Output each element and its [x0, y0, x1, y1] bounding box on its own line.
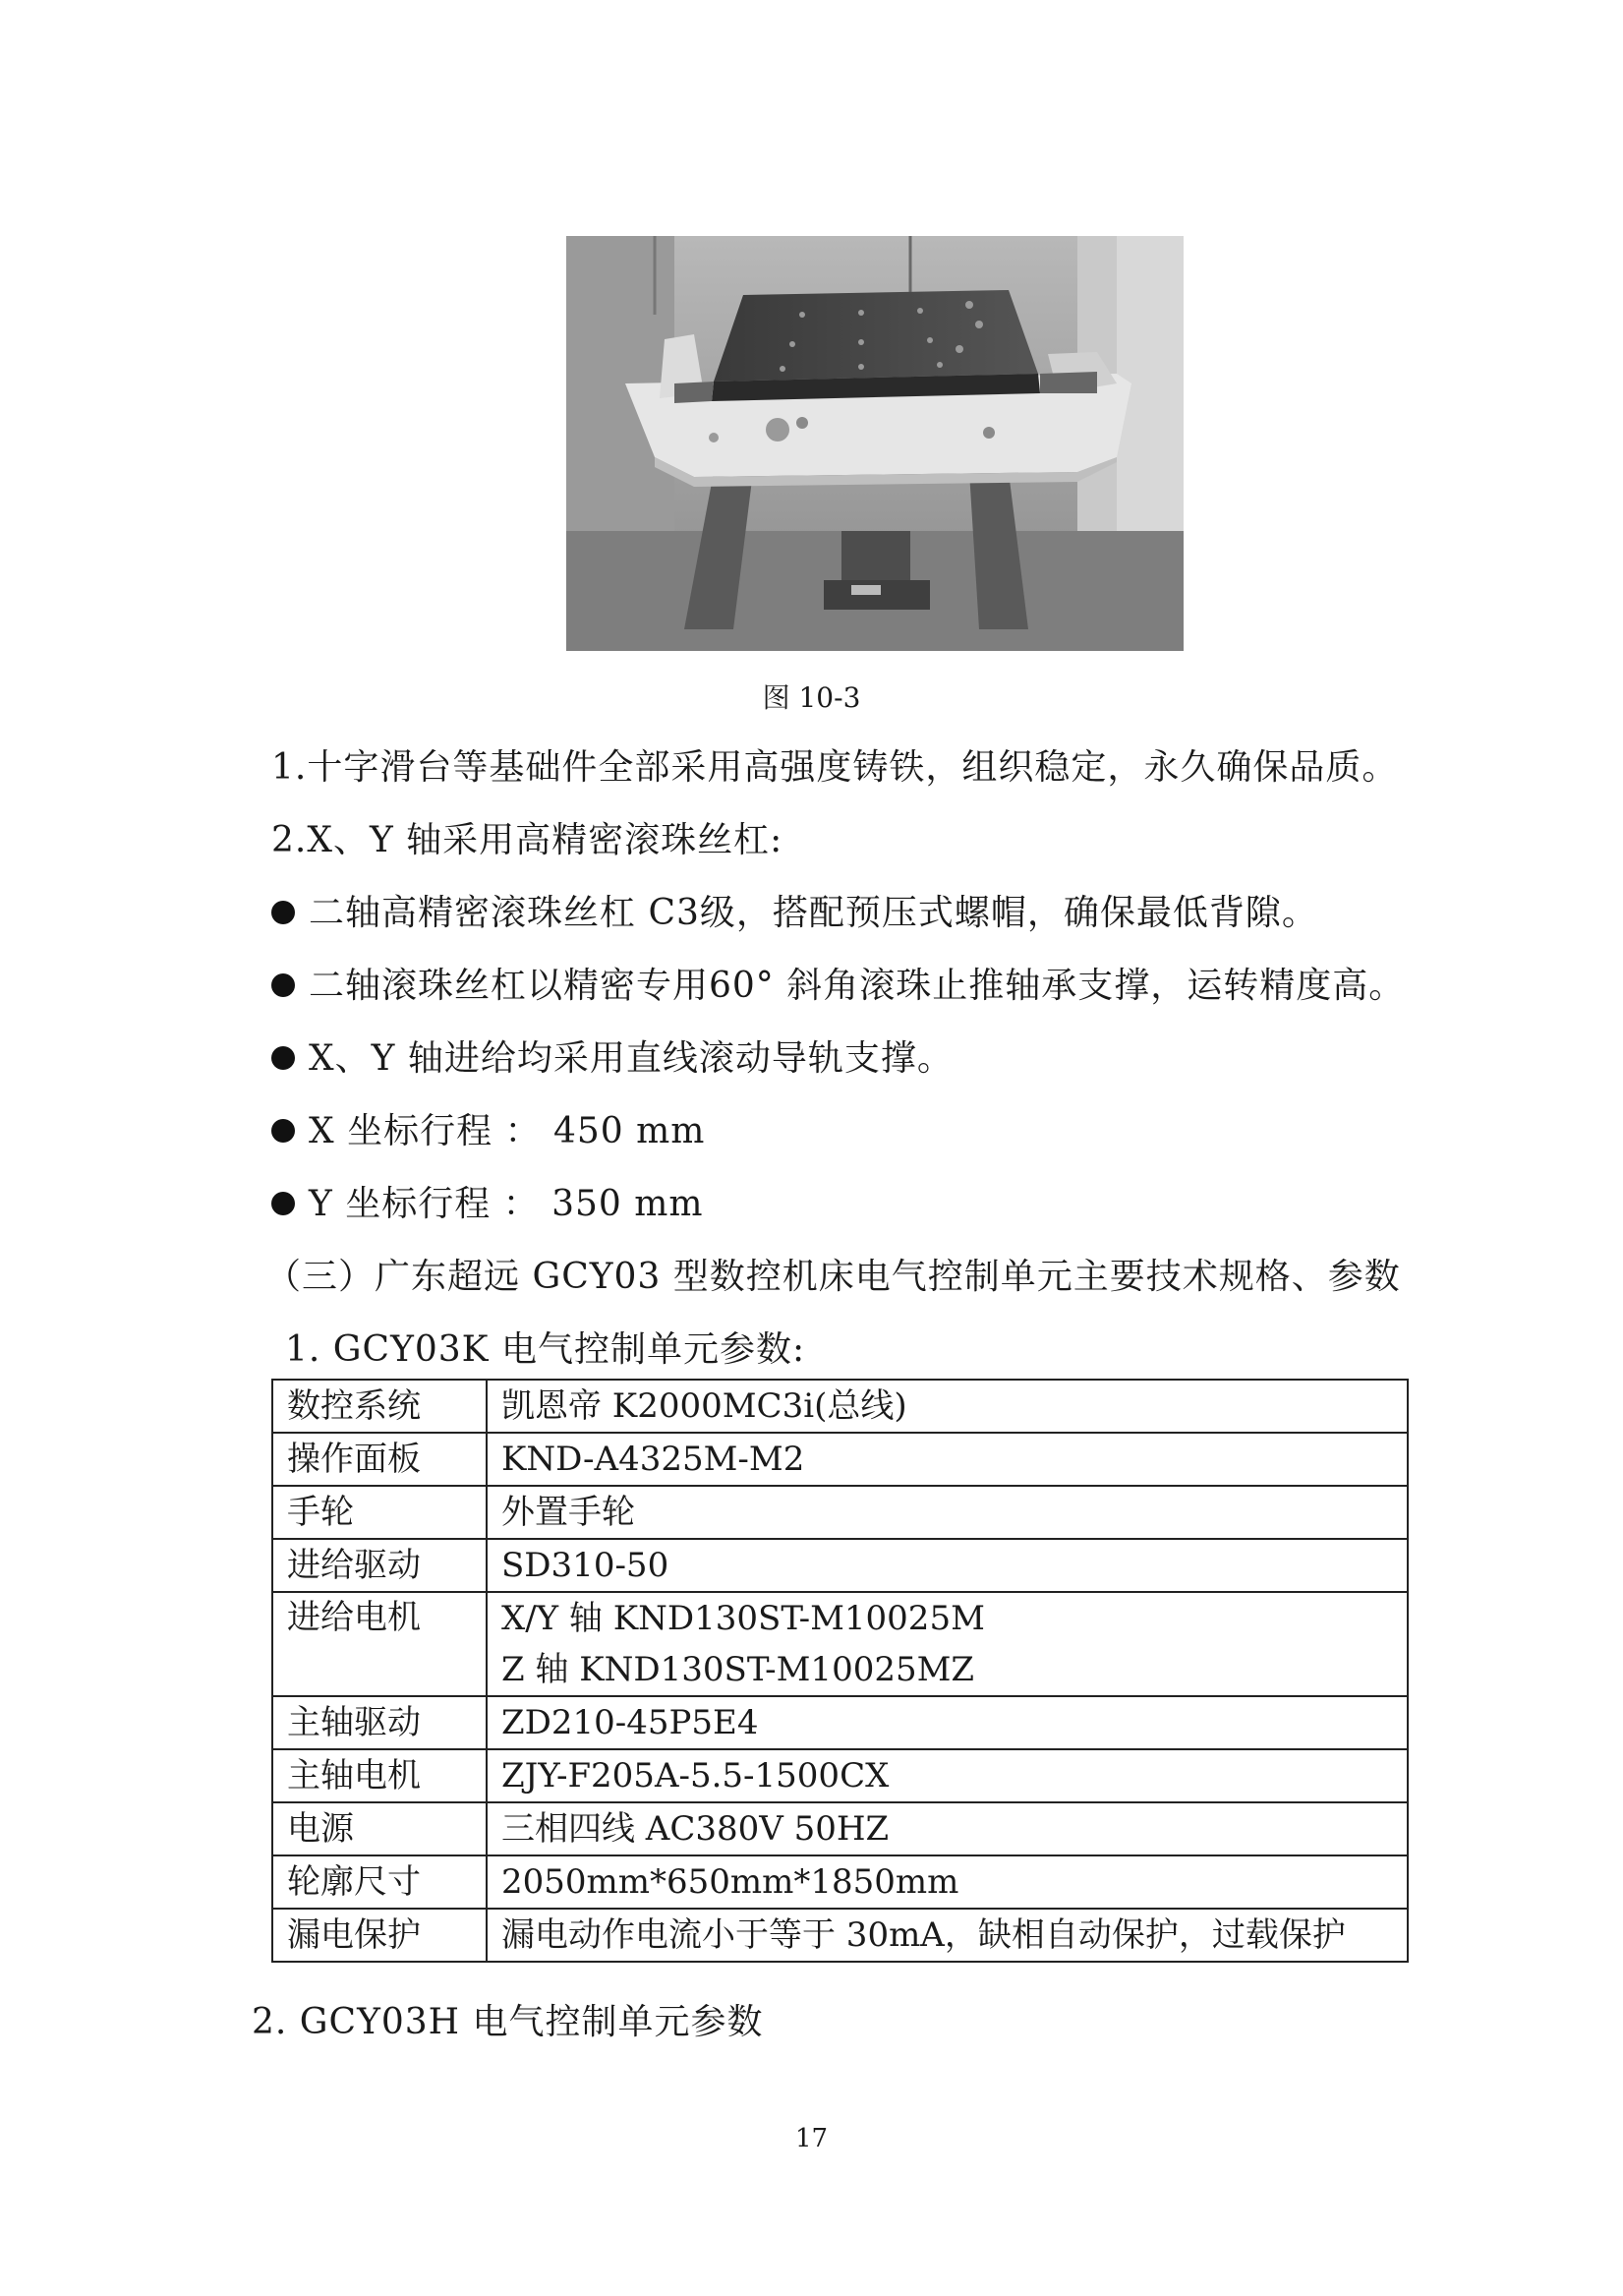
bullet-text: Y 坐标行程 ： 350 mm	[309, 1184, 704, 1224]
table-row	[272, 1433, 1408, 1486]
spec-value-line: 外置手轮	[501, 1493, 635, 1532]
table-row	[272, 1592, 1408, 1696]
bullet-dot-icon	[271, 1046, 295, 1070]
sub-heading-gcy03k: 1. GCY03K 电气控制单元参数:	[285, 1329, 806, 1370]
gcy03k-spec-table	[271, 1379, 1409, 1963]
bullet-dot-icon	[271, 973, 295, 997]
spec-value-line: X/Y 轴 KND130ST-M10025M	[501, 1599, 985, 1638]
sub-heading-gcy03h: 2. GCY03H 电气控制单元参数	[252, 2002, 764, 2042]
spec-value	[487, 1802, 1408, 1855]
bullet-text: 二轴滚珠丝杠以精密专用60° 斜角滚珠止推轴承支撑，运转精度高。	[309, 966, 1406, 1006]
spec-value	[487, 1539, 1408, 1592]
spec-key: 操作面板	[272, 1433, 487, 1486]
bullet-dot-icon	[271, 901, 295, 924]
bullet-text: X、Y 轴进给均采用直线滚动导轨支撑。	[309, 1038, 954, 1079]
spec-key: 漏电保护	[272, 1909, 487, 1962]
spec-key: 电源	[272, 1802, 487, 1855]
spec-value-line: SD310-50	[501, 1546, 669, 1585]
spec-value	[487, 1592, 1408, 1696]
bullet-item	[271, 1103, 705, 1153]
spec-value-line: 2050mm*650mm*1850mm	[501, 1862, 959, 1902]
spec-value	[487, 1433, 1408, 1486]
spec-value-line: ZD210-45P5E4	[501, 1703, 759, 1742]
spec-value	[487, 1749, 1408, 1802]
machine-table-photo-drawing	[566, 236, 1184, 651]
table-row	[272, 1855, 1408, 1909]
spec-key: 数控系统	[272, 1380, 487, 1433]
spec-value-line: 三相四线 AC380V 50HZ	[501, 1809, 890, 1849]
spec-value-line: Z 轴 KND130ST-M10025MZ	[501, 1650, 975, 1689]
spec-key: 进给电机	[272, 1592, 487, 1696]
machine-table-photo	[566, 236, 1184, 651]
paragraph-2: 2.X、Y 轴采用高精密滚珠丝杠:	[271, 820, 783, 860]
table-row	[272, 1802, 1408, 1855]
paragraph-1: 1.十字滑台等基础件全部采用高强度铸铁，组织稳定，永久确保品质。	[271, 747, 1399, 788]
table-row	[272, 1696, 1408, 1749]
table-row	[272, 1749, 1408, 1802]
spec-value-line: 凯恩帝 K2000MC3i(总线)	[501, 1386, 907, 1426]
bullet-item	[271, 1030, 954, 1081]
spec-value	[487, 1696, 1408, 1749]
bullet-item	[271, 1176, 704, 1226]
spec-value	[487, 1486, 1408, 1539]
bullet-item	[271, 958, 1405, 1008]
spec-value	[487, 1380, 1408, 1433]
bullet-text: X 坐标行程 ： 450 mm	[309, 1111, 706, 1151]
spec-key: 主轴电机	[272, 1749, 487, 1802]
spec-value-line: 漏电动作电流小于等于 30mA，缺相自动保护，过载保护	[501, 1915, 1346, 1955]
figure-caption: 图 10-3	[762, 681, 861, 714]
bullet-dot-icon	[271, 1192, 295, 1215]
page-number: 17	[794, 2124, 829, 2153]
spec-value	[487, 1909, 1408, 1962]
spec-key: 手轮	[272, 1486, 487, 1539]
spec-key: 轮廓尺寸	[272, 1855, 487, 1909]
table-row	[272, 1486, 1408, 1539]
table-row	[272, 1909, 1408, 1962]
spec-key: 进给驱动	[272, 1539, 487, 1592]
bullet-dot-icon	[271, 1119, 295, 1143]
bullet-text: 二轴高精密滚珠丝杠 C3级，搭配预压式螺帽，确保最低背隙。	[309, 893, 1318, 933]
spec-value-line: ZJY-F205A-5.5-1500CX	[501, 1756, 890, 1796]
section-heading: （三）广东超远 GCY03 型数控机床电气控制单元主要技术规格、参数	[265, 1257, 1401, 1297]
spec-value-line: KND-A4325M-M2	[501, 1440, 805, 1479]
spec-value	[487, 1855, 1408, 1909]
table-row	[272, 1380, 1408, 1433]
bullet-item	[271, 885, 1318, 935]
table-row	[272, 1539, 1408, 1592]
spec-key: 主轴驱动	[272, 1696, 487, 1749]
